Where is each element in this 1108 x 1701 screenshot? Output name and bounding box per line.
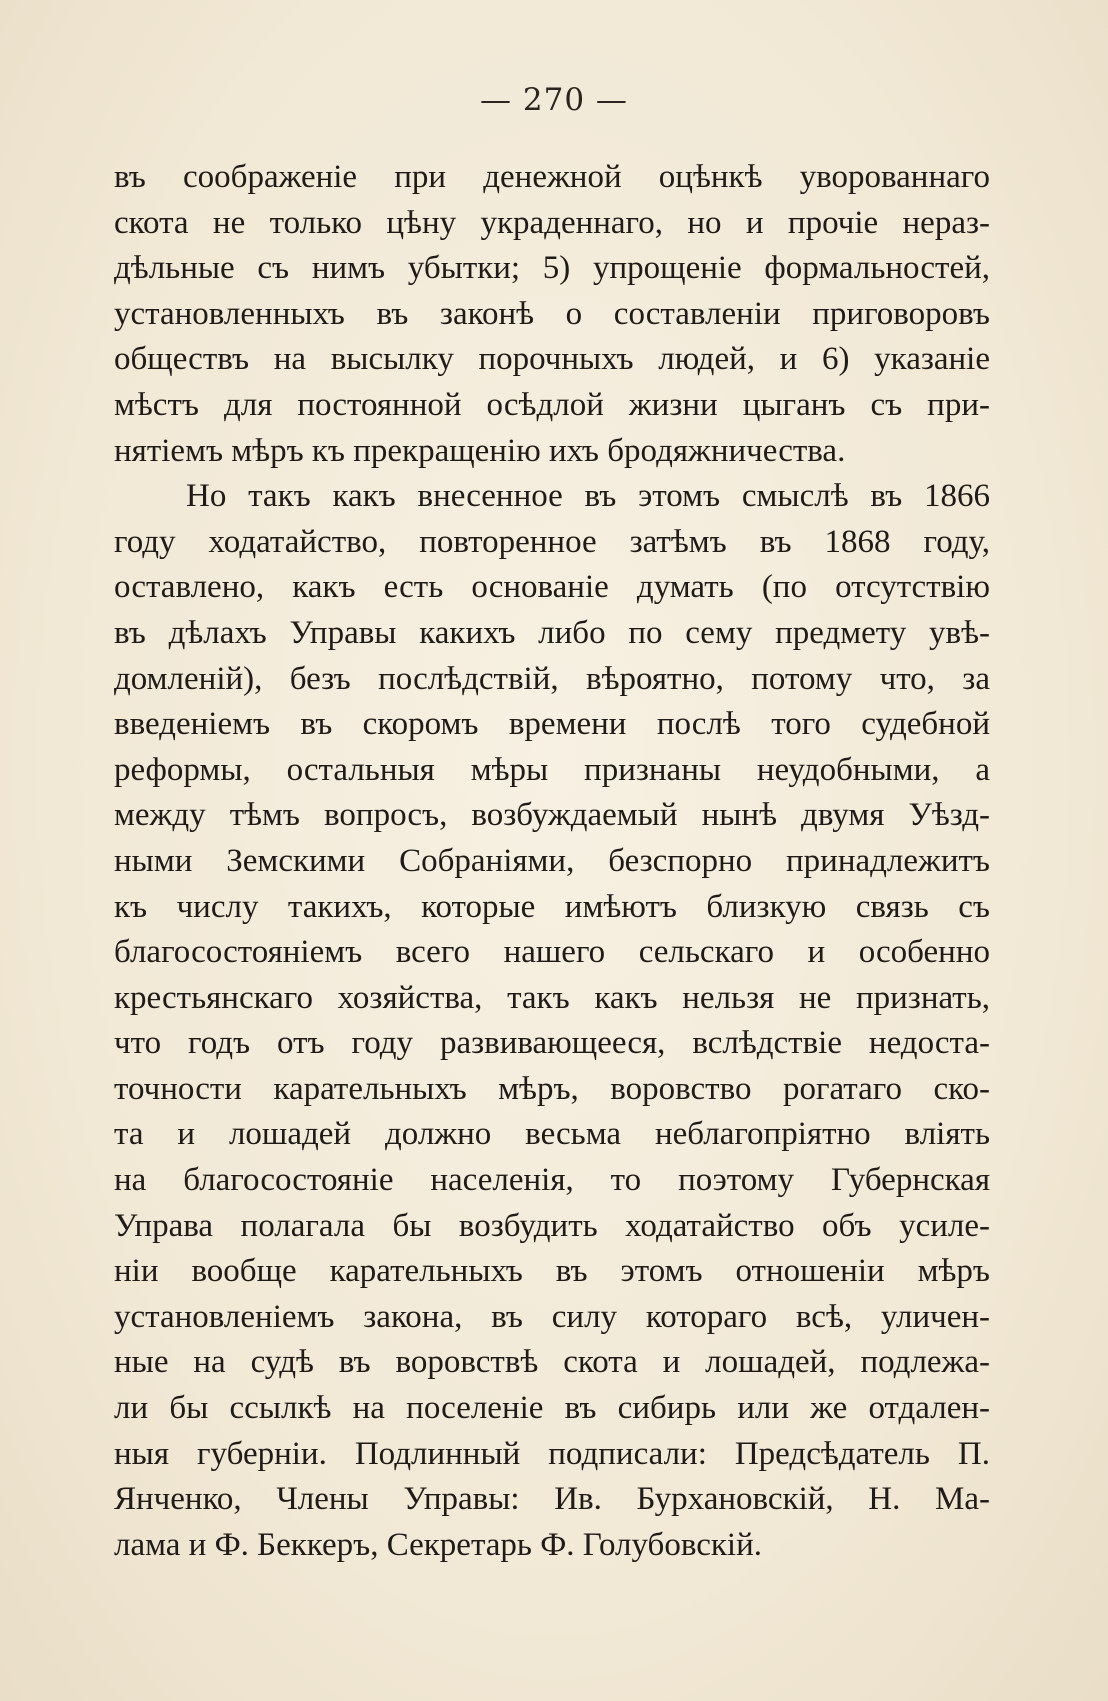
text-line: лама и Ф. Беккеръ, Секретарь Ф. Голубовскій. bbox=[114, 1526, 762, 1563]
text-line: на благосостояніе населенія, то поэтому Губернская bbox=[114, 1162, 990, 1199]
text-line: точности карательныхъ мѣръ, воровство рогатаго ско- bbox=[114, 1070, 990, 1107]
page-body bbox=[114, 155, 990, 1568]
paragraph bbox=[114, 155, 990, 474]
text-line: Янченко, Члены Управы: Ив. Бурхановскій, Н. Ма- bbox=[114, 1481, 990, 1518]
text-line: установленныхъ въ законѣ о составленіи приговоровъ bbox=[114, 295, 990, 332]
text-line: нятіемъ мѣръ къ прекращенію ихъ бродяжничества. bbox=[114, 432, 846, 469]
text-line: ныя губерніи. Подлинный подписали: Предсѣдатель П. bbox=[114, 1435, 990, 1472]
text-line: крестьянскаго хозяйства, такъ какъ нельзя не признать, bbox=[114, 979, 990, 1016]
text-line: ли бы ссылкѣ на поселеніе въ сибирь или же отдален- bbox=[114, 1390, 990, 1427]
text-line: мѣстъ для постоянной осѣдлой жизни цыганъ съ при- bbox=[114, 386, 990, 423]
text-line: въ соображеніе при денежной оцѣнкѣ уворованнаго bbox=[114, 159, 990, 195]
text-line: что годъ отъ году развивающееся, вслѣдствіе недоста- bbox=[114, 1025, 990, 1062]
text-line: Управа полагала бы возбудить ходатайство объ усиле- bbox=[114, 1207, 990, 1244]
text-line: ные на судѣ въ воровствѣ скота и лошадей, подлежа- bbox=[114, 1344, 990, 1381]
text-line: введеніемъ въ скоромъ времени послѣ того судебной bbox=[114, 706, 990, 743]
text-line: реформы, остальныя мѣры признаны неудобными, а bbox=[114, 751, 990, 788]
text-line: къ числу такихъ, которые имѣютъ близкую связь съ bbox=[114, 888, 990, 925]
text-line: въ дѣлахъ Управы какихъ либо по сему предмету увѣ- bbox=[114, 614, 990, 651]
text-line: дѣльные съ нимъ убытки; 5) упрощеніе формальностей, bbox=[114, 250, 990, 287]
text-line: установленіемъ закона, въ силу котораго всѣ, уличен- bbox=[114, 1298, 990, 1335]
text-line: ными Земскими Собраніями, безспорно принадлежитъ bbox=[114, 842, 990, 879]
text-line: Но такъ какъ внесенное въ этомъ смыслѣ въ 1866 bbox=[186, 478, 990, 515]
text-line: оставлено, какъ есть основаніе думать (по отсутствію bbox=[114, 569, 990, 606]
text-line: обществъ на высылку порочныхъ людей, и 6) указаніе bbox=[114, 341, 990, 378]
text-line: домленій), безъ послѣдствій, вѣроятно, потому что, за bbox=[114, 660, 990, 697]
text-line: скота не только цѣну украденнаго, но и прочіе нераз- bbox=[114, 204, 990, 241]
paragraph bbox=[114, 474, 990, 1568]
page-number: — 270 — bbox=[480, 82, 628, 118]
text-line: между тѣмъ вопросъ, возбуждаемый нынѣ двумя Уѣзд- bbox=[114, 797, 990, 834]
text-line: благосостояніемъ всего нашего сельскаго и особенно bbox=[114, 934, 990, 971]
text-line: ніи вообще карательныхъ въ этомъ отношеніи мѣръ bbox=[114, 1253, 990, 1290]
text-line: та и лошадей должно весьма неблагопріятно вліять bbox=[114, 1116, 990, 1153]
text-line: году ходатайство, повторенное затѣмъ въ 1868 году, bbox=[114, 523, 990, 560]
